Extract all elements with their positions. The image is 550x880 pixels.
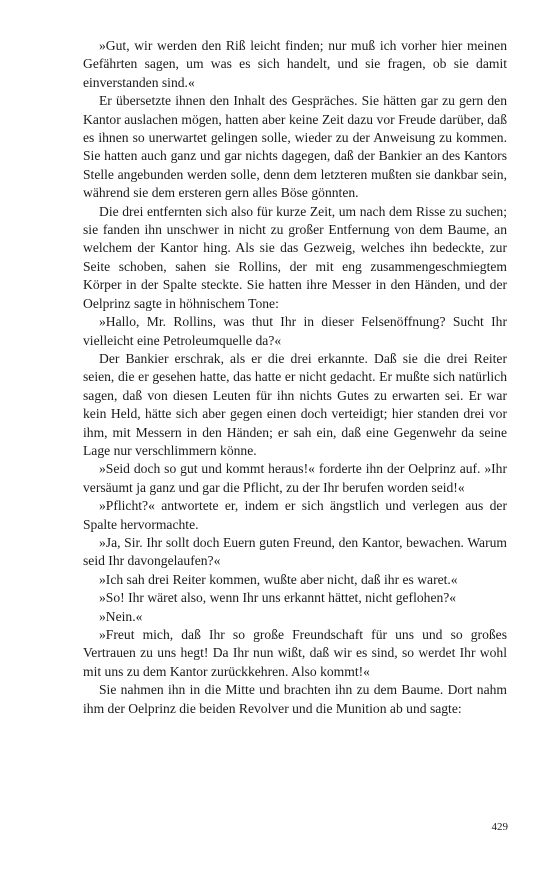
page-text <box>83 37 507 718</box>
page-number: 429 <box>491 821 508 833</box>
paragraph: Er übersetzte ihnen den Inhalt des Gespräches. Sie hätten gar zu gern den Kantor auslachen mögen, hatten aber keine Zeit dazu vor Freude darüber, daß es ihnen so unerwartet gelingen solle, wieder zu der Anweisung zu kommen. Sie hatten auch ganz und gar nichts dagegen, daß der Bankier an des Kantors Stelle angebunden werden solle, denn dem letzteren mußten sie dankbar sein, während sie dem ersteren gern alles Böse gönnten. <box>83 93 507 201</box>
paragraph: »Seid doch so gut und kommt heraus!« forderte ihn der Oelprinz auf. »Ihr versäumt ja ganz und gar die Pflicht, zu der Ihr berufen worden seid!« <box>83 461 507 495</box>
paragraph: »Freut mich, daß Ihr so große Freundschaft für uns und so großes Vertrauen zu uns hegt! Da Ihr nun wißt, daß wir es sind, so werdet Ihr wohl mit uns zu dem Kantor zurückkehren. Also kommt!« <box>83 627 507 679</box>
paragraph: »Gut, wir werden den Riß leicht finden; nur muß ich vorher hier meinen Gefährten sagen, um was es sich handelt, und sie fragen, ob sie damit einverstanden sind.« <box>83 38 507 90</box>
paragraph: Sie nahmen ihn in die Mitte und brachten ihn zu dem Baume. Dort nahm ihm der Oelprinz die beiden Revolver und die Munition ab und sagte: <box>83 682 507 716</box>
paragraph: »Ja, Sir. Ihr sollt doch Euern guten Freund, den Kantor, bewachen. Warum seid Ihr davongelaufen?« <box>83 534 507 569</box>
paragraph: Der Bankier erschrak, als er die drei erkannte. Daß sie die drei Reiter seien, die er gesehen hatte, das hatte er nicht gedacht. Er mußte sich natürlich sagen, daß von diesen Leuten für ihn nichts Gutes zu erwarten sei. Er war kein Held, hätte sich aber gegen einen doch verteidigt; hier standen drei vor ihm, mit Messern in den Händen; er sah ein, daß eine Gegenwehr da seine Lage nur verschlimmern könne. <box>83 350 507 458</box>
paragraph: »Pflicht?« antwortete er, indem er sich ängstlich und verlegen aus der Spalte hervormachte. <box>83 498 507 532</box>
paragraph: Die drei entfernten sich also für kurze Zeit, um nach dem Risse zu suchen; sie fanden ihn unschwer in nicht zu großer Entfernung von dem Baume, an welchem der Kantor hing. Als sie das Gezweig, welches ihn bedeckte, zur Seite schoben, sahen sie Rollins, der mit eng zusammengeschmiegtem Körper in der Spalte steckte. Sie hatten ihre Messer in den Händen, und der Oelprinz sagte in höhnischem Tone: <box>83 203 507 311</box>
paragraph: »So! Ihr wäret also, wenn Ihr uns erkannt hättet, nicht geflohen?« <box>99 590 457 606</box>
paragraph: »Ich sah drei Reiter kommen, wußte aber nicht, daß ihr es waret.« <box>99 571 458 587</box>
paragraph: »Nein.« <box>99 608 143 624</box>
paragraph: »Hallo, Mr. Rollins, was thut Ihr in dieser Felsenöffnung? Sucht Ihr vielleicht eine Petroleumquelle da?« <box>83 314 507 348</box>
